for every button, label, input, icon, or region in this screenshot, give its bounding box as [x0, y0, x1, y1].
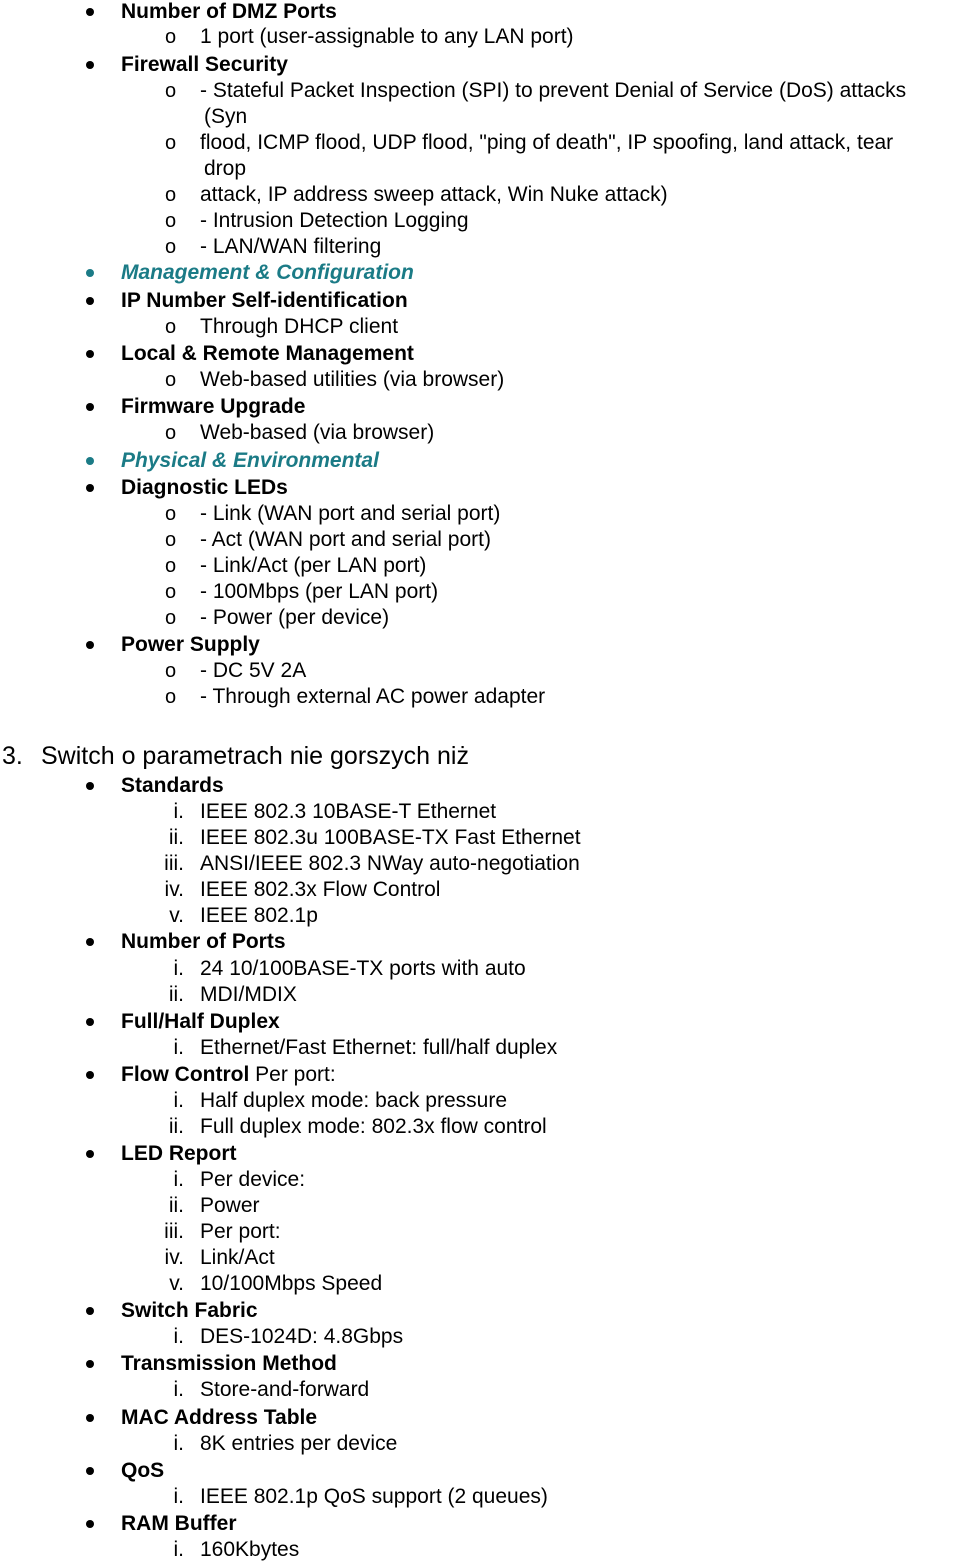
- roman-numeral: iii.: [164, 852, 184, 875]
- roman-numeral: i.: [173, 1168, 184, 1191]
- section-heading: [121, 931, 286, 952]
- section-heading: [121, 1353, 337, 1374]
- section-heading: Firmware Upgrade: [121, 395, 306, 418]
- list-item-text: 24 10/100BASE-TX ports with auto: [200, 957, 526, 980]
- sub-bullet-marker: o: [165, 503, 177, 525]
- list-item-text: Half duplex mode: back pressure: [200, 1089, 507, 1112]
- roman-numeral: iv.: [164, 1246, 184, 1269]
- roman-numeral: v.: [169, 1272, 184, 1295]
- list-item-text: DES-1024D: 4.8Gbps: [200, 1325, 404, 1348]
- list-item-text: 10/100Mbps Speed: [200, 1272, 383, 1295]
- sub-bullet-marker: o: [165, 660, 177, 682]
- heading-suffix: Per port:: [249, 1063, 336, 1086]
- bullet-icon: [86, 350, 94, 358]
- list-item-text: Web-based (via browser): [200, 421, 435, 444]
- list-item-text: Link/Act: [200, 1246, 275, 1269]
- section-heading: Management & Configuration: [121, 261, 414, 284]
- roman-numeral: i.: [173, 1036, 184, 1059]
- bullet-icon: [86, 297, 94, 305]
- bullet-icon: [86, 1414, 94, 1422]
- list-item-text: IEEE 802.1p: [200, 904, 318, 927]
- list-item-text: IEEE 802.3u 100BASE-TX Fast Ethernet: [200, 826, 581, 849]
- list-item-text: Power: [200, 1194, 260, 1217]
- roman-numeral: i.: [173, 1485, 184, 1508]
- sub-bullet-marker: o: [165, 316, 177, 338]
- bullet-icon: [86, 1467, 94, 1475]
- sub-bullet-marker: o: [165, 422, 177, 444]
- section-heading: Physical & Environmental: [121, 449, 379, 472]
- sub-bullet-marker: o: [165, 686, 177, 708]
- section-heading: Local & Remote Management: [121, 342, 414, 365]
- heading-label: RAM Buffer: [121, 1512, 237, 1535]
- roman-numeral: i.: [173, 1325, 184, 1348]
- sub-bullet-marker: o: [165, 184, 177, 206]
- sub-bullet-marker: o: [165, 581, 177, 603]
- bullet-icon: [86, 1018, 94, 1026]
- list-item-text: 8K entries per device: [200, 1432, 398, 1455]
- section-heading: [121, 1460, 164, 1481]
- roman-numeral: iii.: [164, 1220, 184, 1243]
- sub-bullet-marker: o: [165, 369, 177, 391]
- list-item-text: - Link (WAN port and serial port): [200, 502, 501, 525]
- bullet-icon: [86, 1360, 94, 1368]
- section-heading: Number of DMZ Ports: [121, 0, 337, 23]
- heading-label: Transmission Method: [121, 1352, 337, 1375]
- list-item-text: Per port:: [200, 1220, 281, 1243]
- list-item-text: - Power (per device): [200, 606, 390, 629]
- section-number: 3.: [2, 742, 23, 770]
- list-item-text: - Act (WAN port and serial port): [200, 528, 491, 551]
- sub-bullet-marker: o: [165, 132, 177, 154]
- list-item-text: 1 port (user-assignable to any LAN port): [200, 25, 574, 48]
- section-heading: [121, 1407, 317, 1428]
- list-item-text: - Stateful Packet Inspection (SPI) to prevent Denial of Service (DoS) attacks: [200, 79, 907, 102]
- list-item-text: IEEE 802.3 10BASE-T Ethernet: [200, 800, 497, 823]
- bullet-icon: [86, 269, 94, 277]
- sub-bullet-marker: o: [165, 210, 177, 232]
- sub-bullet-marker: o: [165, 607, 177, 629]
- list-item-text: Ethernet/Fast Ethernet: full/half duplex: [200, 1036, 558, 1059]
- bullet-icon: [86, 938, 94, 946]
- sub-bullet-marker: o: [165, 236, 177, 258]
- bullet-icon: [86, 403, 94, 411]
- roman-numeral: i.: [173, 957, 184, 980]
- list-item-text: Through DHCP client: [200, 315, 399, 338]
- sub-bullet-marker: o: [165, 26, 177, 48]
- sub-bullet-marker: o: [165, 555, 177, 577]
- list-item-text: flood, ICMP flood, UDP flood, "ping of death", IP spoofing, land attack, tear: [200, 131, 894, 154]
- bullet-icon: [86, 457, 94, 465]
- section-heading: Diagnostic LEDs: [121, 476, 288, 499]
- list-item-text: Full duplex mode: 802.3x flow control: [200, 1115, 547, 1138]
- bullet-icon: [86, 8, 94, 16]
- bullet-icon: [86, 61, 94, 69]
- section-title: Switch o parametrach nie gorszych niż: [41, 742, 469, 770]
- bullet-icon: [86, 1071, 94, 1079]
- list-item-text: - 100Mbps (per LAN port): [200, 580, 439, 603]
- list-item-text: IEEE 802.1p QoS support (2 queues): [200, 1485, 548, 1508]
- heading-label: Standards: [121, 774, 224, 797]
- list-item-text: Per device:: [200, 1168, 306, 1191]
- section-heading: [121, 775, 224, 796]
- bullet-icon: [86, 1307, 94, 1315]
- section-heading: Firewall Security: [121, 53, 288, 76]
- list-item-text: MDI/MDIX: [200, 983, 297, 1006]
- section-heading: [121, 1011, 280, 1032]
- roman-numeral: iv.: [164, 878, 184, 901]
- heading-label: Switch Fabric: [121, 1299, 258, 1322]
- list-item-text: Store-and-forward: [200, 1378, 370, 1401]
- list-item-text: - Intrusion Detection Logging: [200, 209, 469, 232]
- roman-numeral: i.: [173, 1378, 184, 1401]
- list-item-text: 160Kbytes: [200, 1538, 300, 1561]
- section-heading: [121, 1064, 336, 1085]
- sub-bullet-marker: o: [165, 529, 177, 551]
- list-item-text: (Syn: [204, 105, 248, 128]
- bullet-icon: [86, 782, 94, 790]
- roman-numeral: ii.: [168, 1115, 184, 1138]
- heading-label: Number of Ports: [121, 930, 286, 953]
- heading-label: MAC Address Table: [121, 1406, 318, 1429]
- roman-numeral: i.: [173, 800, 184, 823]
- bullet-icon: [86, 484, 94, 492]
- bullet-icon: [86, 1150, 94, 1158]
- list-item-text: ANSI/IEEE 802.3 NWay auto-negotiation: [200, 852, 580, 875]
- section-heading: Power Supply: [121, 633, 260, 656]
- bullet-icon: [86, 1520, 94, 1528]
- list-item-text: Web-based utilities (via browser): [200, 368, 505, 391]
- roman-numeral: ii.: [168, 1194, 184, 1217]
- bullet-icon: [86, 641, 94, 649]
- list-item-text: IEEE 802.3x Flow Control: [200, 878, 441, 901]
- list-item-text: - LAN/WAN filtering: [200, 235, 382, 258]
- heading-label: LED Report: [121, 1142, 237, 1165]
- heading-label: QoS: [121, 1459, 165, 1482]
- section-heading: [121, 1300, 258, 1321]
- section-heading: [121, 1143, 237, 1164]
- sub-bullet-marker: o: [165, 80, 177, 102]
- list-item-text: drop: [204, 157, 247, 180]
- roman-numeral: i.: [173, 1432, 184, 1455]
- list-item-text: - Through external AC power adapter: [200, 685, 546, 708]
- list-item-text: - DC 5V 2A: [200, 659, 307, 682]
- section-heading: [121, 1513, 237, 1534]
- section-heading: IP Number Self-identification: [121, 289, 408, 312]
- roman-numeral: i.: [173, 1538, 184, 1561]
- roman-numeral: i.: [173, 1089, 184, 1112]
- heading-label: Flow Control: [121, 1063, 250, 1086]
- list-item-text: - Link/Act (per LAN port): [200, 554, 427, 577]
- heading-label: Full/Half Duplex: [121, 1010, 280, 1033]
- roman-numeral: ii.: [168, 983, 184, 1006]
- list-item-text: attack, IP address sweep attack, Win Nuke attack): [200, 183, 668, 206]
- roman-numeral: ii.: [168, 826, 184, 849]
- roman-numeral: v.: [169, 904, 184, 927]
